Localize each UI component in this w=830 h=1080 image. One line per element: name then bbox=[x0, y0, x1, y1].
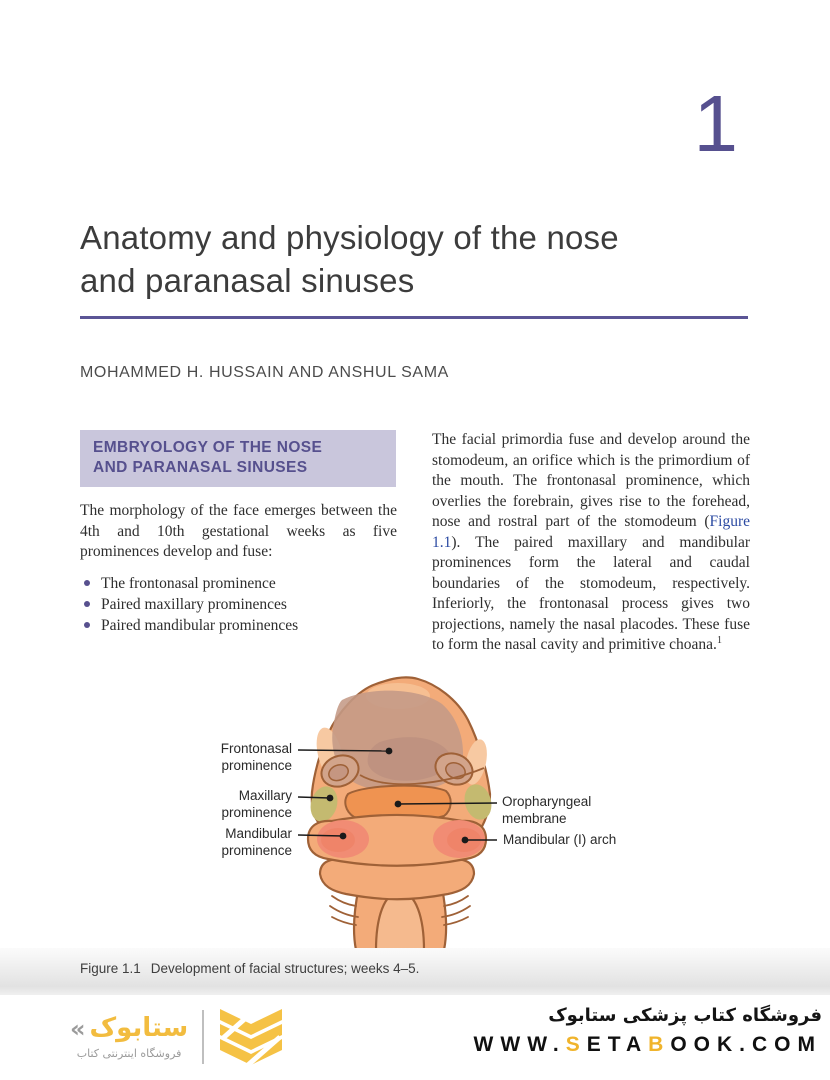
bullet-icon bbox=[84, 601, 90, 607]
page-title bbox=[80, 216, 720, 302]
list-item-label: The frontonasal prominence bbox=[101, 575, 276, 592]
footer-watermark bbox=[0, 995, 830, 1080]
bullet-icon bbox=[84, 622, 90, 628]
label-mandibular-prominence: Mandibular prominence bbox=[221, 826, 292, 858]
page-title-line2: and paranasal sinuses bbox=[80, 262, 415, 299]
label-maxillary-prominence: Maxillary prominence bbox=[221, 788, 292, 820]
setabook-logo bbox=[70, 1007, 288, 1067]
footnote-marker: 1 bbox=[716, 634, 722, 646]
authors-line: MOHAMMED H. HUSSAIN AND ANSHUL SAMA bbox=[80, 364, 449, 381]
setabook-logo-text-block bbox=[70, 1014, 188, 1060]
setabook-logo-wordmark: ستابوک bbox=[89, 1013, 189, 1044]
section-heading-line1: EMBRYOLOGY OF THE NOSE bbox=[93, 439, 323, 456]
guillemet-icon: « bbox=[70, 1014, 86, 1043]
page-title-line1: Anatomy and physiology of the nose bbox=[80, 219, 619, 256]
figure-caption-label: Figure 1.1 bbox=[80, 961, 141, 976]
embryo-illustration bbox=[80, 672, 750, 950]
list-item-label: Paired mandibular prominences bbox=[101, 617, 299, 634]
left-column-intro: The morphology of the face emerges between the 4th and 10th gestational weeks as five prominences develop and fuse: bbox=[80, 502, 397, 560]
figure-caption-band bbox=[0, 948, 830, 995]
title-divider-rule bbox=[80, 316, 748, 319]
section-heading-box bbox=[80, 430, 396, 487]
label-oropharyngeal-membrane: Oropharyngeal membrane bbox=[502, 794, 592, 826]
footer-store-info bbox=[474, 1005, 822, 1057]
label-frontonasal-prominence: Frontonasal prominence bbox=[220, 741, 292, 773]
website-link[interactable]: WWW.SETABOOK.COM bbox=[473, 1033, 822, 1056]
mandibular-prominence-left-shade bbox=[321, 828, 355, 852]
label-mandibular-arch: Mandibular (I) arch bbox=[503, 832, 617, 847]
figure-caption bbox=[80, 961, 419, 976]
chapter-number: 1 bbox=[693, 79, 738, 168]
paragraph-text-after: ). The paired maxillary and mandibular prominences form the lateral and caudal boundaries of the stomodeum, respectively. Inferiorly, the frontonasal process gives two projections, namely the nasal placodes. These fuse to form the nasal cavity and primitive choana. bbox=[432, 533, 750, 653]
list-item bbox=[80, 615, 397, 636]
list-item-label: Paired maxillary prominences bbox=[101, 596, 287, 613]
list-item bbox=[80, 594, 397, 615]
figure-caption-text: Development of facial structures; weeks 4–5. bbox=[150, 961, 420, 976]
prominence-bullet-list bbox=[80, 573, 397, 636]
setabook-chevron-emblem-icon bbox=[214, 1007, 288, 1067]
section-heading-line2: AND PARANASAL SINUSES bbox=[93, 459, 308, 476]
setabook-logo-subtext: فروشگاه اینترنتی کتاب bbox=[76, 1046, 182, 1060]
bullet-icon bbox=[84, 580, 90, 586]
paragraph-text-before: The facial primordia fuse and develop around the stomodeum, an orifice which is the primordium of the mouth. The frontonasal prominence, which overlies the forebrain, gives rise to the forehead, nose and rostral part of the stomodeum ( bbox=[432, 431, 750, 530]
list-item bbox=[80, 573, 397, 594]
figure-reference-link[interactable]: Figure 1.1 bbox=[432, 513, 750, 551]
store-title: فروشگاه کتاب پزشکی ستابوک bbox=[548, 1005, 822, 1026]
right-column-paragraph bbox=[432, 430, 750, 656]
logo-divider bbox=[202, 1010, 204, 1064]
